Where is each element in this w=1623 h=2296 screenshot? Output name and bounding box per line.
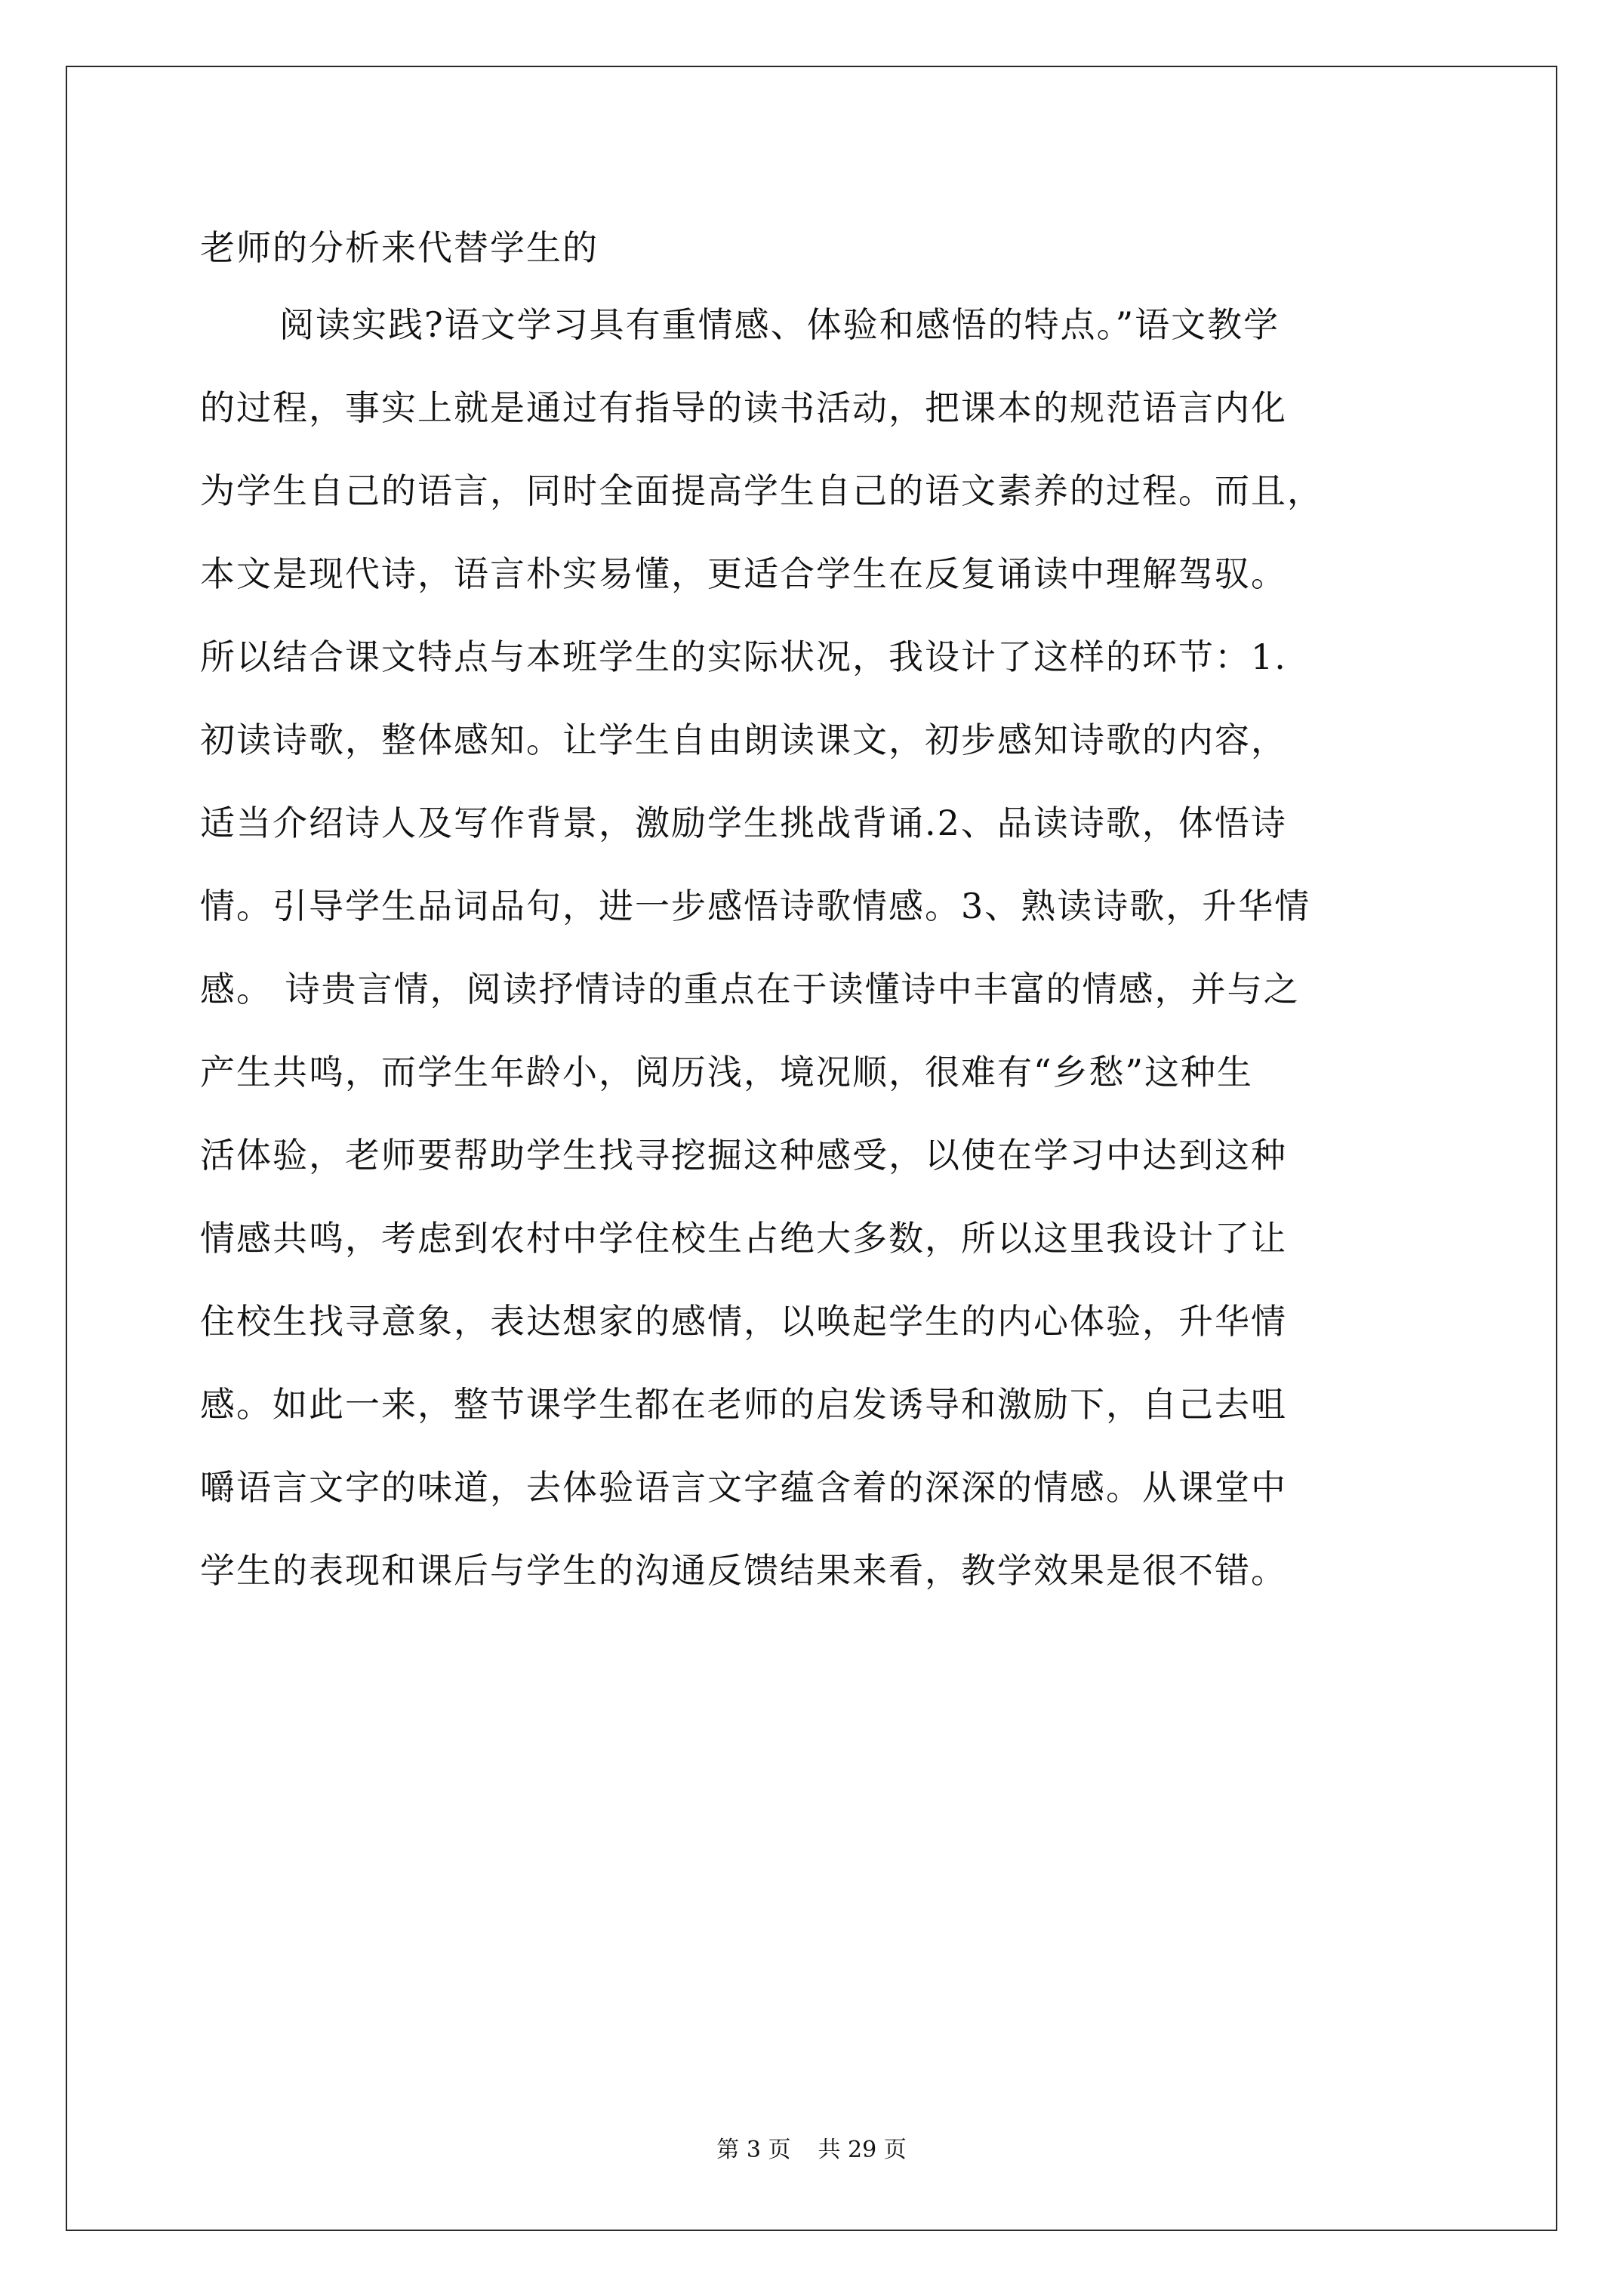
text-line-12: 活体验，老师要帮助学生找寻挖掘这种感受，以使在学习中达到这种 (200, 1135, 1287, 1176)
text-line-10: 感。 诗贵言情，阅读抒情诗的重点在于读懂诗中丰富的情感，并与之 (200, 969, 1300, 1009)
text-line-9: 情。引导学生品词品句，进一步感悟诗歌情感。3、熟读诗歌，升华情 (200, 886, 1311, 926)
text-line-15: 感。如此一来，整节课学生都在老师的启发诱导和激励下，自己去咀 (200, 1384, 1287, 1425)
text-line-1: 老师的分析来代替学生的 (200, 227, 599, 268)
page-number: 第 3 页 (716, 2137, 791, 2163)
text-line-8: 适当介绍诗人及写作背景，激励学生挑战背诵.2、品读诗歌，体悟诗 (200, 803, 1287, 843)
text-line-13: 情感共鸣，考虑到农村中学住校生占绝大多数，所以这里我设计了让 (200, 1218, 1287, 1259)
text-line-14: 住校生找寻意象，表达想家的感情，以唤起学生的内心体验，升华情 (200, 1301, 1287, 1342)
text-line-16: 嚼语言文字的味道，去体验语言文字蕴含着的深深的情感。从课堂中 (200, 1467, 1287, 1508)
text-line-2: 阅读实践?语文学习具有重情感、体验和感悟的特点。”语文教学 (279, 304, 1280, 345)
text-line-11: 产生共鸣，而学生年龄小，阅历浅，境况顺，很难有“乡愁”这种生 (200, 1052, 1254, 1093)
text-line-17: 学生的表现和课后与学生的沟通反馈结果来看，教学效果是很不错。 (200, 1550, 1287, 1591)
text-line-3: 的过程，事实上就是通过有指导的读书活动，把课本的规范语言内化 (200, 387, 1287, 428)
total-pages: 共 29 页 (818, 2137, 907, 2163)
text-line-5: 本文是现代诗，语言朴实易懂，更适合学生在反复诵读中理解驾驭。 (200, 553, 1287, 594)
page-footer (0, 2135, 1623, 2165)
text-line-7: 初读诗歌，整体感知。让学生自由朗读课文，初步感知诗歌的内容， (200, 720, 1287, 760)
text-line-4: 为学生自己的语言，同时全面提高学生自己的语文素养的过程。而且， (200, 470, 1323, 511)
text-line-6: 所以结合课文特点与本班学生的实际状况，我设计了这样的环节：1. (200, 636, 1287, 677)
